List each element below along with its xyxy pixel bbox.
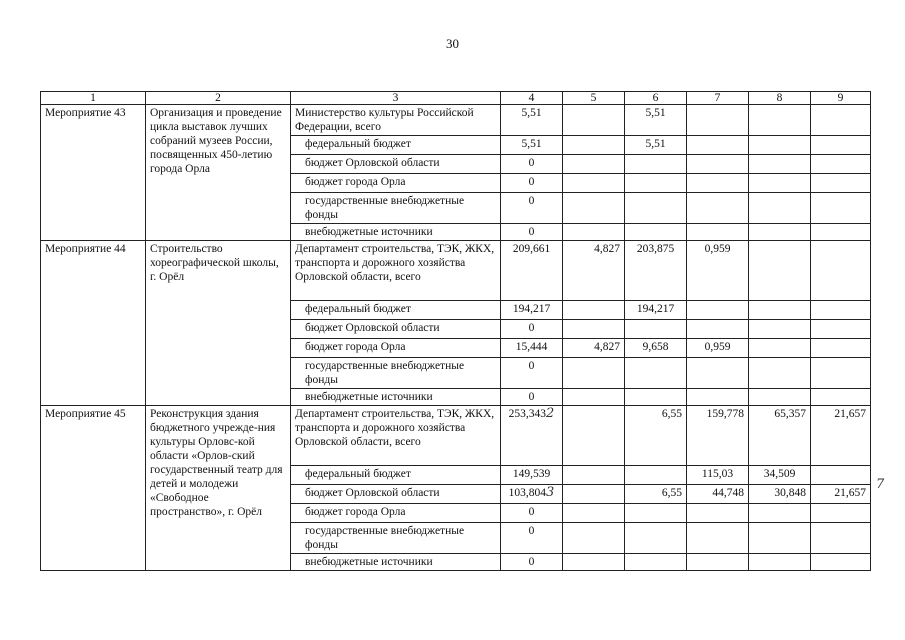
value-cell bbox=[563, 155, 625, 174]
value-cell bbox=[625, 554, 687, 571]
column-header: 8 bbox=[749, 92, 811, 105]
value-cell: 6,55 bbox=[625, 406, 687, 466]
value-cell bbox=[563, 523, 625, 554]
value-cell bbox=[811, 241, 871, 301]
value-cell bbox=[811, 105, 871, 136]
value-cell bbox=[687, 320, 749, 339]
funding-source: федеральный бюджет bbox=[291, 301, 501, 320]
value-cell bbox=[749, 389, 811, 406]
value-cell: 0,959 bbox=[687, 339, 749, 358]
value-cell: 21,657 bbox=[811, 485, 871, 504]
value-cell: 203,875 bbox=[625, 241, 687, 301]
activity-description: Строительство хореографической школы, г. Орёл bbox=[146, 241, 291, 406]
funding-source: государственные внебюджетные фонды bbox=[291, 358, 501, 389]
column-header: 2 bbox=[146, 92, 291, 105]
value-cell: 5,51 bbox=[501, 105, 563, 136]
page-number: 30 bbox=[446, 36, 459, 51]
value-cell bbox=[687, 523, 749, 554]
value-cell: 34,509 bbox=[749, 466, 811, 485]
value-cell bbox=[811, 389, 871, 406]
funding-source: государственные внебюджетные фонды bbox=[291, 193, 501, 224]
value-cell bbox=[749, 136, 811, 155]
value-cell bbox=[501, 485, 563, 504]
funding-source: Министерство культуры Российской Федерации, всего bbox=[291, 105, 501, 136]
value-cell: 15,444 bbox=[501, 339, 563, 358]
activity-description: Организация и проведение цикла выставок лучших собраний музеев России, посвященных 450-летию города Орла bbox=[146, 105, 291, 241]
value-cell: 4,827 bbox=[563, 339, 625, 358]
value-cell: 0 bbox=[501, 174, 563, 193]
value-cell bbox=[625, 389, 687, 406]
value-cell bbox=[563, 406, 625, 466]
value-cell bbox=[687, 136, 749, 155]
funding-source: бюджет Орловской области bbox=[291, 320, 501, 339]
value-cell bbox=[749, 339, 811, 358]
activity-name: Мероприятие 45 bbox=[41, 406, 146, 571]
value-cell: 194,217 bbox=[501, 301, 563, 320]
funding-source: Департамент строительства, ТЭК, ЖКХ, транспорта и дорожного хозяйства Орловской области, всего bbox=[291, 241, 501, 301]
value-cell: 65,357 bbox=[749, 406, 811, 466]
column-header: 3 bbox=[291, 92, 501, 105]
value-cell bbox=[687, 504, 749, 523]
value-cell bbox=[749, 224, 811, 241]
value-cell bbox=[563, 105, 625, 136]
value-cell bbox=[687, 389, 749, 406]
activity-name: Мероприятие 44 bbox=[41, 241, 146, 406]
value-cell bbox=[563, 504, 625, 523]
value-cell bbox=[749, 193, 811, 224]
value-cell: 0 bbox=[501, 504, 563, 523]
value-cell bbox=[625, 193, 687, 224]
funding-source: внебюджетные источники bbox=[291, 389, 501, 406]
funding-source: Департамент строительства, ТЭК, ЖКХ, транспорта и дорожного хозяйства Орловской области, всего bbox=[291, 406, 501, 466]
value-cell bbox=[811, 155, 871, 174]
funding-source: внебюджетные источники bbox=[291, 224, 501, 241]
value-cell bbox=[625, 504, 687, 523]
value-cell: 0 bbox=[501, 320, 563, 339]
value-cell bbox=[749, 105, 811, 136]
handwritten-mark: 3 bbox=[546, 485, 555, 500]
value-cell bbox=[563, 358, 625, 389]
value-cell bbox=[625, 466, 687, 485]
value-cell bbox=[749, 174, 811, 193]
value-cell bbox=[563, 136, 625, 155]
value-cell: 159,778 bbox=[687, 406, 749, 466]
value-cell bbox=[811, 504, 871, 523]
value-cell bbox=[749, 358, 811, 389]
column-header: 6 bbox=[625, 92, 687, 105]
value-cell: 194,217 bbox=[625, 301, 687, 320]
value-cell bbox=[749, 241, 811, 301]
funding-source: бюджет Орловской области bbox=[291, 155, 501, 174]
value-cell: 209,661 bbox=[501, 241, 563, 301]
activity-description: Реконструкция здания бюджетного учрежде-ния культуры Орловс-кой области «Орлов-ский государственный театр для детей и молодежи «Свободное пространство», г. Орёл bbox=[146, 406, 291, 571]
value-cell bbox=[811, 466, 871, 485]
funding-source: федеральный бюджет bbox=[291, 466, 501, 485]
value-cell bbox=[749, 155, 811, 174]
activity-name: Мероприятие 43 bbox=[41, 105, 146, 241]
value-cell: 21,657 bbox=[811, 406, 871, 466]
value-cell bbox=[811, 320, 871, 339]
value-cell: 0 bbox=[501, 193, 563, 224]
table-row bbox=[41, 105, 871, 136]
value-cell bbox=[811, 339, 871, 358]
value-cell bbox=[811, 554, 871, 571]
value-cell bbox=[687, 174, 749, 193]
margin-handwritten-mark: 7 bbox=[876, 477, 885, 492]
value-cell: 0 bbox=[501, 554, 563, 571]
value-cell bbox=[687, 554, 749, 571]
value-cell bbox=[687, 224, 749, 241]
value-text: 253,343 bbox=[508, 408, 547, 420]
value-cell: 0,959 bbox=[687, 241, 749, 301]
funding-source: федеральный бюджет bbox=[291, 136, 501, 155]
value-cell: 5,51 bbox=[625, 136, 687, 155]
value-cell bbox=[811, 358, 871, 389]
column-header: 1 bbox=[41, 92, 146, 105]
header-row bbox=[41, 92, 871, 105]
value-cell bbox=[749, 554, 811, 571]
value-cell: 0 bbox=[501, 155, 563, 174]
value-cell bbox=[625, 155, 687, 174]
value-cell bbox=[501, 406, 563, 466]
value-cell bbox=[811, 174, 871, 193]
funding-table bbox=[40, 91, 871, 571]
column-header: 9 bbox=[811, 92, 871, 105]
funding-source: государственные внебюджетные фонды bbox=[291, 523, 501, 554]
value-cell bbox=[687, 105, 749, 136]
value-cell bbox=[563, 174, 625, 193]
value-cell: 5,51 bbox=[625, 105, 687, 136]
value-cell bbox=[563, 301, 625, 320]
value-cell bbox=[749, 320, 811, 339]
value-cell: 44,748 bbox=[687, 485, 749, 504]
value-cell bbox=[563, 466, 625, 485]
table-row bbox=[41, 241, 871, 301]
value-cell bbox=[625, 320, 687, 339]
handwritten-mark: 2 bbox=[546, 406, 555, 421]
value-cell bbox=[749, 301, 811, 320]
value-cell bbox=[563, 193, 625, 224]
value-cell bbox=[687, 301, 749, 320]
value-cell bbox=[811, 224, 871, 241]
value-cell bbox=[811, 523, 871, 554]
value-cell: 30,848 bbox=[749, 485, 811, 504]
value-cell bbox=[811, 193, 871, 224]
value-cell: 115,03 bbox=[687, 466, 749, 485]
value-cell bbox=[625, 523, 687, 554]
funding-source: бюджет Орловской области bbox=[291, 485, 501, 504]
value-text: 103,804 bbox=[508, 487, 547, 499]
value-cell bbox=[749, 504, 811, 523]
value-cell bbox=[563, 224, 625, 241]
funding-source: внебюджетные источники bbox=[291, 554, 501, 571]
value-cell bbox=[811, 136, 871, 155]
value-cell bbox=[563, 485, 625, 504]
value-cell: 0 bbox=[501, 224, 563, 241]
value-cell bbox=[687, 193, 749, 224]
column-header: 7 bbox=[687, 92, 749, 105]
value-cell bbox=[625, 224, 687, 241]
value-cell: 9,658 bbox=[625, 339, 687, 358]
funding-source: бюджет города Орла bbox=[291, 339, 501, 358]
value-cell: 0 bbox=[501, 523, 563, 554]
value-cell bbox=[811, 301, 871, 320]
value-cell: 4,827 bbox=[563, 241, 625, 301]
funding-source: бюджет города Орла bbox=[291, 174, 501, 193]
column-header: 4 bbox=[501, 92, 563, 105]
value-cell: 5,51 bbox=[501, 136, 563, 155]
column-header: 5 bbox=[563, 92, 625, 105]
value-cell bbox=[563, 320, 625, 339]
value-cell: 0 bbox=[501, 389, 563, 406]
value-cell bbox=[687, 155, 749, 174]
funding-source: бюджет города Орла bbox=[291, 504, 501, 523]
table-row bbox=[41, 406, 871, 466]
value-cell bbox=[687, 358, 749, 389]
value-cell bbox=[563, 554, 625, 571]
value-cell bbox=[749, 523, 811, 554]
value-cell bbox=[625, 174, 687, 193]
value-cell bbox=[625, 358, 687, 389]
value-cell: 6,55 bbox=[625, 485, 687, 504]
value-cell bbox=[563, 389, 625, 406]
value-cell: 149,539 bbox=[501, 466, 563, 485]
value-cell: 0 bbox=[501, 358, 563, 389]
